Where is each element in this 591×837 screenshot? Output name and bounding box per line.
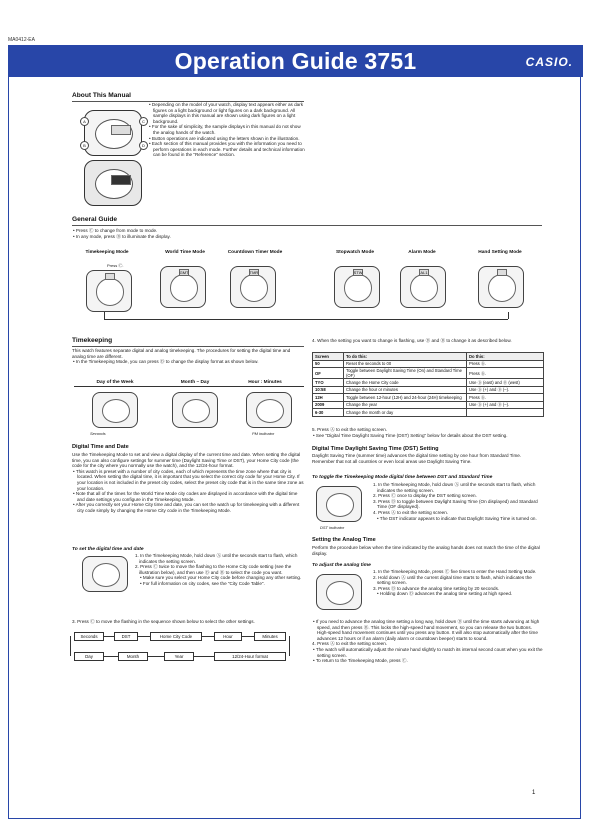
button-a-icon: A bbox=[80, 117, 89, 126]
timekeeping-intro: This watch features separate digital and analog timekeeping. The procedures for setting the digital time and analog time are different. • In the Timekeeping Mode, you can press Ⓓ to change the display format as shown below. bbox=[72, 348, 291, 365]
brand-logo: CASIO. bbox=[525, 55, 573, 69]
mode-label-countdown: Countdown Timer Mode bbox=[227, 250, 283, 255]
watch-illustration-light bbox=[83, 110, 145, 156]
mode-watch-handsetting bbox=[478, 266, 524, 308]
mode-label-alarm: Alarm Mode bbox=[408, 250, 436, 255]
toggle-dst-heading: To toggle the Timekeeping Mode digital time between DST and Standard Time bbox=[312, 475, 493, 480]
press-c-label: Press Ⓒ. bbox=[107, 263, 124, 268]
mode-label-worldtime: World Time Mode bbox=[165, 250, 205, 255]
format-label-monthday: Month – Day bbox=[180, 380, 210, 385]
seq-month: Month bbox=[118, 652, 148, 661]
mode-label-stopwatch: Stopwatch Mode bbox=[335, 250, 375, 255]
adjust-analog-heading: To adjust the analog time bbox=[312, 563, 371, 568]
table-row: 2009 Change the year Use Ⓓ (+) and Ⓑ (–). bbox=[313, 401, 544, 409]
settings-table bbox=[312, 352, 544, 417]
step-4: 4. When the setting you want to change is flashing, use Ⓓ and Ⓑ to change it as described below. bbox=[312, 338, 512, 343]
seq-minutes: Minutes bbox=[254, 632, 286, 641]
table-row: TYO Change the Home City code Use Ⓓ (east) and Ⓑ (west) bbox=[313, 379, 544, 387]
timekeeping-rule bbox=[72, 346, 304, 347]
title-banner bbox=[8, 45, 583, 77]
caption-pm-indicator: PM indicator bbox=[252, 431, 275, 436]
button-c-icon: C bbox=[139, 117, 148, 126]
dst-text: Daylight Saving Time (summer time) advances the digital time setting by one hour from Standard Time. Remember that not all countries or even local areas use Daylight Saving Time. bbox=[312, 453, 522, 464]
seq-connector-4 bbox=[242, 636, 254, 637]
seq-hour: Hour bbox=[214, 632, 242, 641]
analog-heading: Setting the Analog Time bbox=[312, 537, 376, 543]
format-cycle-line bbox=[74, 386, 304, 387]
seq-connector-right bbox=[289, 636, 290, 656]
seq-connector-2 bbox=[138, 636, 150, 637]
table-row: 12H Toggle between 12-hour (12H) and 24-hour (24H) timekeeping Press Ⓓ. bbox=[313, 394, 544, 402]
page-number: 1 bbox=[532, 790, 536, 796]
seq-connector-1 bbox=[104, 636, 114, 637]
seq-seconds: Seconds bbox=[74, 632, 104, 641]
table-header-todo: To do this: bbox=[344, 353, 467, 361]
mode-watch-stopwatch: STW bbox=[334, 266, 380, 308]
table-header-dothis: Do this: bbox=[467, 353, 544, 361]
mode-cycle-arrow-right bbox=[508, 312, 509, 319]
format-watch-hourmin bbox=[246, 392, 292, 428]
seq-day: Day bbox=[74, 652, 104, 661]
seq-connector-7 bbox=[194, 656, 214, 657]
dst-indicator-caption: DST indicator bbox=[320, 525, 345, 530]
seq-connector-6 bbox=[148, 656, 164, 657]
about-heading: About This Manual bbox=[72, 92, 131, 99]
mode-watch-countdown: TMR bbox=[230, 266, 276, 308]
mode-watch-alarm: AL1 bbox=[400, 266, 446, 308]
adjust-analog-notes: • If you need to advance the analog time setting a long way, hold down Ⓓ until the time starts advancing at high speed, and then press Ⓑ. This locks the high-speed hand movement, so you can release the two buttons. High-speed hand movement continues until you press any button. It will also stop automatically after the time advances 12 hours or if an alarm (daily alarm or countdown beeper) starts to sound. 4. Press Ⓐ to exit the setting screen. • The watch will automatically adjust the minute hand slightly to match its internal second count when you exit the setting screen. • To return to the Timekeeping Mode, press Ⓒ. bbox=[312, 619, 543, 664]
general-rule bbox=[72, 225, 542, 226]
seq-dst: DST bbox=[114, 632, 138, 641]
page-title: Operation Guide 3751 bbox=[174, 48, 417, 74]
about-bullets: • Depending on the model of your watch, display text appears either as dark figures on a light background or light figures on a dark background. All sample displays in this manual are shown using dark figures on a light background. • For the sake of simplicity, the sample displays in this manual do not show the analog hands of the watch. • Button operations are indicated using the letters shown in the illustration. • Each section of this manual provides you with the information you need to perform operations in each mode. Further details and technical information can be found in the "Reference" section. bbox=[149, 102, 305, 158]
dst-watch bbox=[316, 486, 362, 522]
set-digital-heading: To set the digital time and date bbox=[72, 547, 144, 552]
seq-year: Year bbox=[164, 652, 194, 661]
caption-seconds: Seconds bbox=[90, 431, 106, 436]
mode-label-handsetting: Hand Setting Mode bbox=[478, 250, 522, 255]
mode-label-timekeeping: Timekeeping Mode bbox=[85, 250, 129, 255]
document-code: MA0412-EA bbox=[8, 37, 35, 43]
analog-watch bbox=[316, 574, 362, 610]
table-header-screen: Screen bbox=[313, 353, 344, 361]
seq-connector-left bbox=[70, 636, 71, 656]
table-row: 6-30 Change the month or day bbox=[313, 409, 544, 417]
step-5-block: 5. Press Ⓐ to exit the setting screen. • See "Digital Time Daylight Saving Time (DST) Setting" below for details about the DST setting. bbox=[312, 427, 508, 438]
table-row: 10:58 Change the hour or minutes Use Ⓓ (+) and Ⓑ (–). bbox=[313, 386, 544, 394]
general-heading: General Guide bbox=[72, 216, 118, 223]
set-digital-steps: 1. In the Timekeeping Mode, hold down Ⓐ until the seconds start to flash, which indicates the setting screen. 2. Press Ⓒ twice to move the flashing to the Home City code setting (see the illustration below), and then use Ⓓ and Ⓑ to select the code you want. • Make sure you select your Home City code before changing any other setting. • For full information on city codes, see the "City Code Table". bbox=[135, 553, 302, 586]
analog-text: Perform the procedure below when the time indicated by the analog hands does not match the time of the digital display. bbox=[312, 545, 540, 556]
seq-home-city: Home City Code bbox=[150, 632, 202, 641]
digital-time-heading: Digital Time and Date bbox=[72, 444, 129, 450]
button-b-icon: B bbox=[80, 141, 89, 150]
set-digital-watch bbox=[82, 556, 128, 592]
toggle-dst-steps: 1. In the Timekeeping Mode, hold down Ⓐ until the seconds start to flash, which indicates the setting screen. 2. Press Ⓒ once to display the DST setting screen. 3. Press Ⓓ to toggle between Daylight Saving Time (On displayed) and Standard Time (OF displayed). 4. Press Ⓐ to exit the setting screen. • The DST indicator appears to indicate that Daylight Saving Time is turned on. bbox=[373, 482, 538, 521]
table-row: OF Toggle between Daylight Saving Time (On) and Standard Time (OF) Press Ⓓ. bbox=[313, 368, 544, 379]
watch-illustration-dark bbox=[84, 160, 142, 206]
general-bullets: • Press Ⓒ to change from mode to mode. • In any mode, press Ⓑ to illuminate the display. bbox=[73, 228, 171, 239]
format-label-hourmin: Hour : Minutes bbox=[248, 380, 282, 385]
dst-heading: Digital Time Daylight Saving Time (DST) Setting bbox=[312, 446, 439, 452]
adjust-analog-steps: 1. In the Timekeeping Mode, press Ⓒ five times to enter the Hand Setting Mode. 2. Hold down Ⓐ until the current digital time starts to flash, which indicates the setting screen. 3. Press Ⓓ to advance the analog time setting by 20 seconds. • Holding down Ⓓ advances the analog time setting at high speed. bbox=[373, 569, 537, 597]
mode-cycle-arrow bbox=[104, 319, 508, 320]
seq-connector-3 bbox=[202, 636, 214, 637]
format-watch-monthday bbox=[172, 392, 218, 428]
table-row: 50 Reset the seconds to 00 Press Ⓓ. bbox=[313, 360, 544, 368]
mode-cycle-arrow-left bbox=[104, 312, 105, 319]
digital-time-body: Use the Timekeeping Mode to set and view a digital display of the current time and date. When setting the digital time, you can also configure settings for summer time (Daylight Saving Time or DST), your Home City code (the code for the city where you normally use the watch), and the 12/24-hour format. • This watch is preset with a number of city codes, each of which represents the time zone where that city is located. When setting the digital time, it is important that you select the correct city code for your Home City. If your location is not included in the preset city codes, select the preset city code that is in the same time zone as your location. • Note that all of the times for the World Time Mode city codes are displayed in accordance with the digital time and date settings you configure in the Timekeeping Mode. • After you correctly set your Home City time and date, you can set the watch up for timekeeping with a different city code simply by changing the Home City code in the Timekeeping Mode. bbox=[72, 452, 304, 513]
button-d-icon: D bbox=[139, 141, 148, 150]
mode-watch-worldtime: GMT bbox=[160, 266, 206, 308]
format-watch-day bbox=[92, 392, 138, 428]
timekeeping-heading: Timekeeping bbox=[72, 337, 113, 344]
format-label-day: Day of the Week bbox=[96, 380, 134, 385]
step-3: 3. Press Ⓒ to move the flashing in the sequence shown below to select the other settings. bbox=[72, 619, 255, 624]
seq-12-24: 12/24-Hour format bbox=[214, 652, 286, 661]
seq-connector-5 bbox=[104, 656, 118, 657]
mode-watch-timekeeping bbox=[86, 270, 132, 312]
